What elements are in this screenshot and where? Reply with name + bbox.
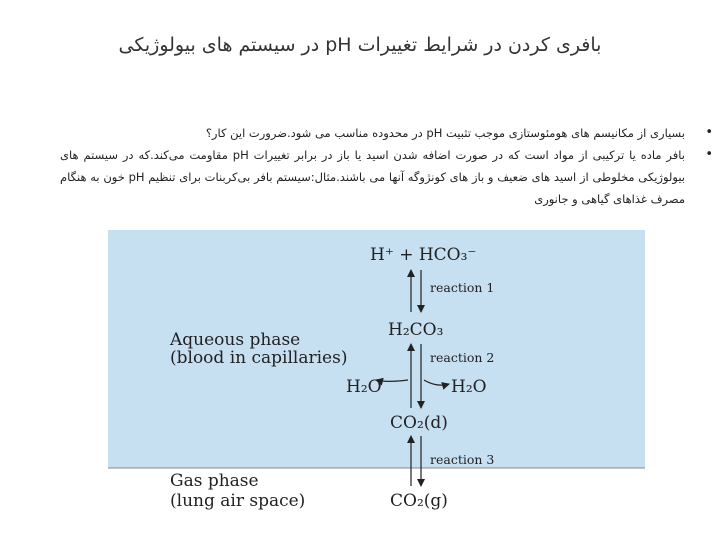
bullet-dot-icon: • xyxy=(705,125,713,140)
bullet-dot-icon: • xyxy=(705,147,713,162)
bullet-text: بافر ماده یا ترکیبی از مواد است که در صورت اضافه شدن اسید یا باز در برابر تغییرات pH مقاومت می‌کند.که در سیستم های بیولوژیکی مخلوطی از اسید های ضعیف و باز های کونژوگه آنها می باشند.مثال:سیستم بافر بی‌کربنات برای تنظیم pH خون به هنگام مصرف غذاهای گیاهی و جانوری xyxy=(60,148,686,206)
gas-phase-label: Gas phase xyxy=(170,471,259,491)
reaction-1-label: reaction 1 xyxy=(430,280,495,295)
co2-gas-species: CO₂(g) xyxy=(390,491,448,511)
reaction-3-label: reaction 3 xyxy=(430,452,495,467)
aqueous-phase-sublabel: (blood in capillaries) xyxy=(170,348,348,368)
reaction-2-label: reaction 2 xyxy=(430,350,495,365)
water-reactant: H₂O xyxy=(346,377,382,397)
bullet-item xyxy=(60,144,713,210)
co2-dissolved-species: CO₂(d) xyxy=(390,413,448,433)
gas-phase-sublabel: (lung air space) xyxy=(170,491,306,511)
bicarbonate-species: H⁺ + HCO₃⁻ xyxy=(370,245,477,265)
slide-title: بافری کردن در شرایط تغییرات pH در سیستم های بیولوژیکی xyxy=(118,34,602,56)
bicarbonate-buffer-diagram xyxy=(108,230,645,540)
bullet-list xyxy=(60,122,713,210)
aqueous-phase-label: Aqueous phase xyxy=(170,330,301,350)
bullet-item xyxy=(60,122,713,144)
water-product: H₂O xyxy=(451,377,487,397)
bullet-text: بسیاری از مکانیسم های هومئوستازی موجب تثبیت pH در محدوده مناسب می شود.ضرورت این کار؟ xyxy=(205,126,685,140)
carbonic-acid-species: H₂CO₃ xyxy=(388,320,444,340)
